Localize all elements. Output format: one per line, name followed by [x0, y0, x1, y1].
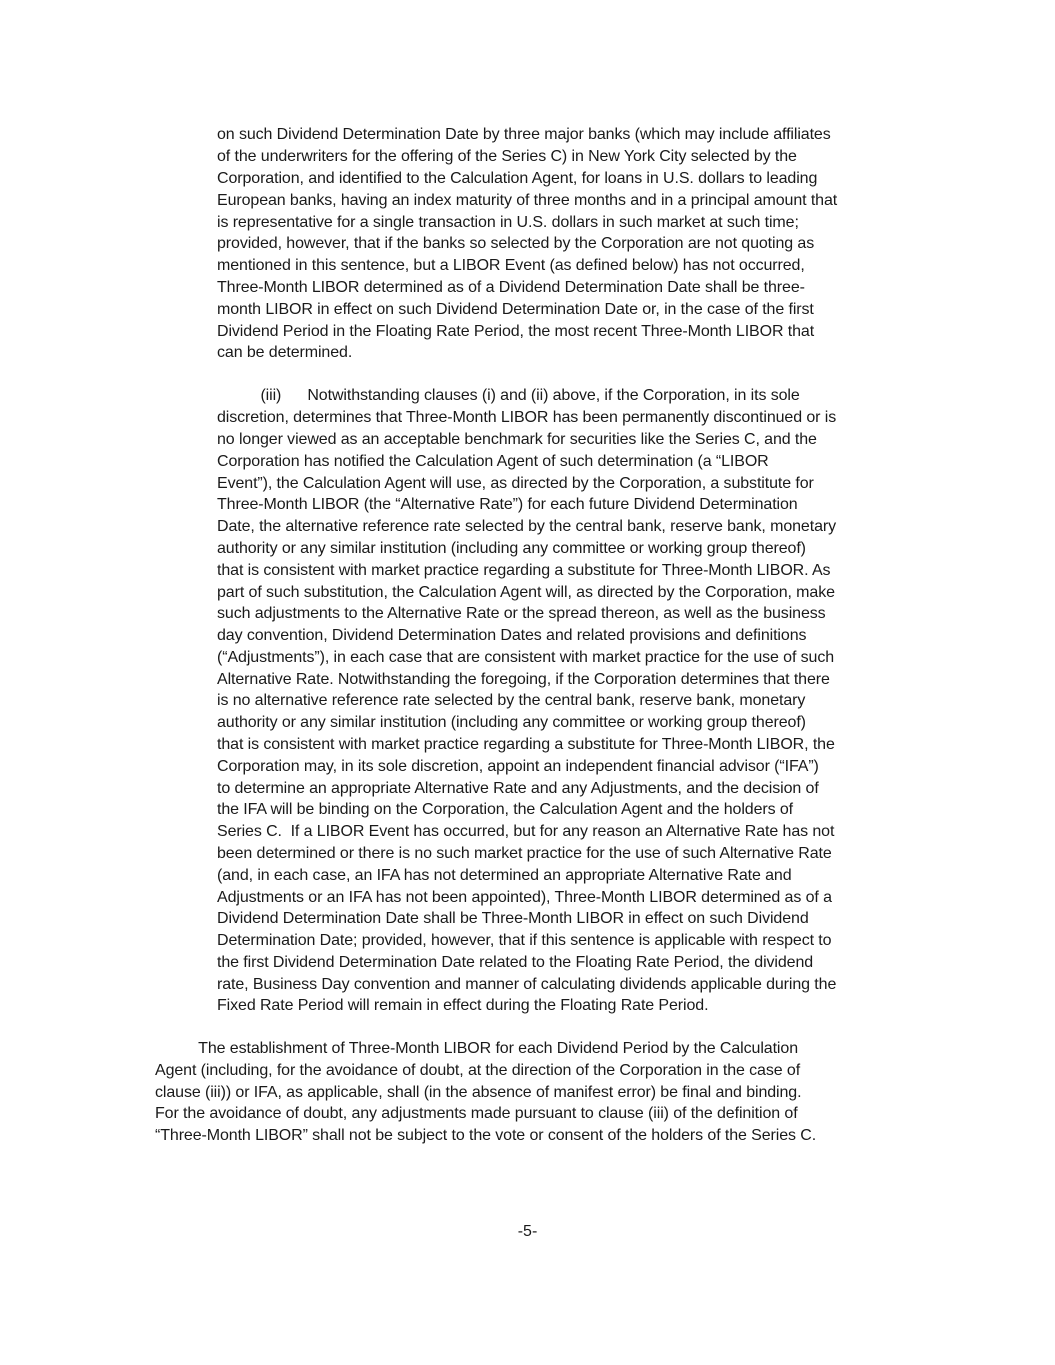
text-line: Dividend Period in the Floating Rate Period, the most recent Three-Month LIBOR that — [217, 323, 815, 340]
text-line: European banks, having an index maturity of three months and in a principal amount that — [217, 192, 838, 209]
text-line: Determination Date; provided, however, that if this sentence is applicable with respect to — [217, 932, 832, 949]
text-line: Corporation, and identified to the Calculation Agent, for loans in U.S. dollars to leading — [217, 170, 818, 187]
text-line: The establishment of Three-Month LIBOR for each Dividend Period by the Calculation — [155, 1040, 798, 1057]
text-line: the first Dividend Determination Date related to the Floating Rate Period, the dividend — [217, 954, 814, 971]
text-line: For the avoidance of doubt, any adjustments made pursuant to clause (iii) of the definition of — [155, 1105, 798, 1122]
text-line: Date, the alternative reference rate selected by the central bank, reserve bank, monetary — [217, 518, 836, 535]
text-line: Series C. If a LIBOR Event has occurred, but for any reason an Alternative Rate has not — [217, 823, 835, 840]
text-line: (and, in each case, an IFA has not determined an appropriate Alternative Rate and — [217, 867, 792, 884]
text-line: on such Dividend Determination Date by three major banks (which may include affiliates — [217, 126, 831, 143]
text-line: Corporation may, in its sole discretion, appoint an independent financial advisor (“IFA”) — [217, 758, 819, 775]
text-line: that is consistent with market practice regarding a substitute for Three-Month LIBOR. As — [217, 562, 831, 579]
text-line: Fixed Rate Period will remain in effect during the Floating Rate Period. — [217, 997, 709, 1014]
text-line: to determine an appropriate Alternative Rate and any Adjustments, and the decision of — [217, 780, 819, 797]
text-line: authority or any similar institution (including any committee or working group thereof) — [217, 540, 806, 557]
text-line: authority or any similar institution (including any committee or working group thereof) — [217, 714, 806, 731]
text-line: day convention, Dividend Determination Dates and related provisions and definitions — [217, 627, 807, 644]
text-line: Three-Month LIBOR determined as of a Dividend Determination Date shall be three- — [217, 279, 805, 296]
text-line: Event”), the Calculation Agent will use, as directed by the Corporation, a substitute for — [217, 475, 814, 492]
text-line: the IFA will be binding on the Corporation, the Calculation Agent and the holders of — [217, 801, 793, 818]
text-line: Alternative Rate. Notwithstanding the foregoing, if the Corporation determines that there — [217, 671, 830, 688]
text-line: Three-Month LIBOR (the “Alternative Rate”) for each future Dividend Determination — [217, 496, 798, 513]
text-line: that is consistent with market practice regarding a substitute for Three-Month LIBOR, the — [217, 736, 835, 753]
text-line: month LIBOR in effect on such Dividend Determination Date or, in the case of the first — [217, 301, 814, 318]
text-line: discretion, determines that Three-Month LIBOR has been permanently discontinued or is — [217, 409, 837, 426]
text-line: is no alternative reference rate selected by the central bank, reserve bank, monetary — [217, 692, 806, 709]
text-line: been determined or there is no such market practice for the use of such Alternative Rate — [217, 845, 832, 862]
text-line: no longer viewed as an acceptable benchmark for securities like the Series C, and the — [217, 431, 817, 448]
text-line: clause (iii)) or IFA, as applicable, shall (in the absence of manifest error) be final and binding. — [155, 1084, 802, 1101]
text-line: mentioned in this sentence, but a LIBOR Event (as defined below) has not occurred, — [217, 257, 805, 274]
text-line: Agent (including, for the avoidance of doubt, at the direction of the Corporation in the case of — [155, 1062, 801, 1079]
text-line: “Three-Month LIBOR” shall not be subject to the vote or consent of the holders of the Series C. — [155, 1127, 817, 1144]
text-line: part of such substitution, the Calculation Agent will, as directed by the Corporation, make — [217, 584, 835, 601]
text-line: Corporation has notified the Calculation Agent of such determination (a “LIBOR — [217, 453, 769, 470]
page-number: -5- — [517, 1223, 538, 1240]
text-line: such adjustments to the Alternative Rate or the spread thereon, as well as the business — [217, 605, 826, 622]
text-line: can be determined. — [217, 344, 353, 361]
text-line: (iii) Notwithstanding clauses (i) and (ii) above, if the Corporation, in its sole — [217, 387, 800, 404]
text-line: of the underwriters for the offering of the Series C) in New York City selected by the — [217, 148, 797, 165]
text-line: rate, Business Day convention and manner of calculating dividends applicable during the — [217, 976, 837, 993]
text-line: Adjustments or an IFA has not been appointed), Three-Month LIBOR determined as of a — [217, 889, 832, 906]
text-line: is representative for a single transaction in U.S. dollars in such market at such time; — [217, 214, 799, 231]
text-line: (“Adjustments”), in each case that are consistent with market practice for the use of such — [217, 649, 835, 666]
text-line: provided, however, that if the banks so selected by the Corporation are not quoting as — [217, 235, 815, 252]
text-line: Dividend Determination Date shall be Three-Month LIBOR in effect on such Dividend — [217, 910, 809, 927]
